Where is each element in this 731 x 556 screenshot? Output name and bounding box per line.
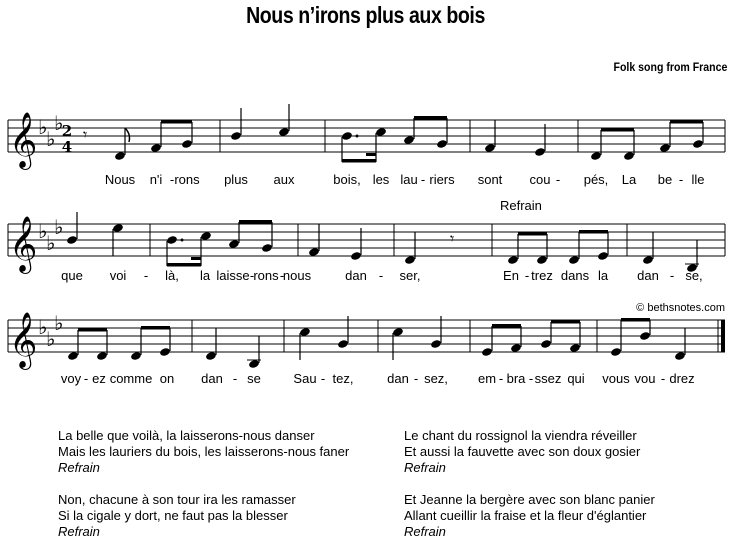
lyric-syllable: se, [685, 268, 703, 283]
time-signature [62, 122, 72, 156]
lyric-hyphen: - [669, 268, 675, 283]
verse-refrain-label: Refrain [404, 524, 446, 539]
svg-text:♭: ♭ [54, 111, 64, 135]
lyric-syllable: dan [201, 371, 223, 386]
verse-line: Mais les lauriers du bois, les laisserons-nous faner [58, 444, 350, 459]
lyric-hyphen: - [232, 371, 238, 386]
lyric-syllable: dans [560, 268, 590, 283]
lyric-syllable: em [477, 371, 497, 386]
lyric-syllable: rons [253, 268, 279, 283]
lyric-syllable: riers [429, 172, 455, 187]
verse-line: Le chant du rossignol la viendra réveiller [404, 428, 637, 443]
staff-system-2 [8, 212, 725, 274]
lyric-syllable: vous [602, 371, 630, 386]
treble-clef: 𝄞 [9, 112, 38, 168]
lyric-hyphen: - [320, 371, 326, 386]
verse-block [404, 428, 655, 476]
lyric-syllable: vou [634, 371, 656, 386]
verse-refrain-label: Refrain [58, 524, 100, 539]
lyric-syllable: tez, [332, 371, 354, 386]
lyric-hyphen: - [169, 172, 175, 187]
lyric-hyphen: - [678, 172, 684, 187]
lyric-hyphen: - [498, 371, 504, 386]
lyric-hyphen: - [660, 371, 666, 386]
lyric-hyphen: - [528, 371, 534, 386]
refrain-marker: Refrain [500, 198, 542, 213]
verse-line: Si la cigale y dort, ne faut pas la blesser [58, 508, 288, 523]
lyric-syllable: la [597, 268, 609, 283]
lyric-syllable: rons [174, 172, 200, 187]
lyric-syllable: lau [400, 172, 418, 187]
lyric-hyphen: - [249, 268, 255, 283]
lyric-syllable: les [372, 172, 390, 187]
lyric-syllable: se [247, 371, 261, 386]
lyric-syllable: ez [92, 371, 106, 386]
verse-block [58, 492, 349, 540]
lyric-syllable: dan [345, 268, 367, 283]
lyric-hyphen: - [524, 268, 530, 283]
song-title: Nous n’irons plus aux bois [246, 2, 485, 28]
staff-system-3 [8, 311, 725, 370]
verse-block [404, 492, 655, 540]
svg-text:𝄞: 𝄞 [9, 216, 38, 272]
lyric-syllable: que [61, 268, 83, 283]
lyric-syllable: laisse [216, 268, 250, 283]
lyric-syllable: bois, [333, 172, 361, 187]
composer-credit: Folk song from France [613, 60, 727, 74]
lyric-syllable: dan [387, 371, 409, 386]
lyric-syllable: trez [531, 268, 553, 283]
lyric-syllable: En [503, 268, 519, 283]
verses-left-column [58, 428, 349, 556]
lyric-syllable: sez, [424, 371, 448, 386]
lyric-hyphen: - [555, 172, 561, 187]
svg-text:♭: ♭ [38, 315, 48, 339]
lyric-syllable: qui [567, 371, 585, 386]
lyric-hyphen: - [143, 268, 149, 283]
copyright-notice: © bethsnotes.com [636, 302, 725, 314]
lyric-syllable: n'i [149, 172, 163, 187]
lyric-syllable: plus [224, 172, 248, 187]
lyric-syllable: La [621, 172, 637, 187]
lyric-syllable: pés, [583, 172, 609, 187]
svg-text:𝄾: 𝄾 [450, 229, 455, 248]
lyric-hyphen: - [83, 371, 89, 386]
lyric-syllable: sont [477, 172, 503, 187]
verse-line: Non, chacune à son tour ira les ramasser [58, 492, 296, 507]
staff-system-1 [8, 104, 725, 170]
svg-text:𝄞: 𝄞 [9, 312, 38, 368]
verse-line: La belle que voilà, la laisserons-nous danser [58, 428, 315, 443]
lyric-hyphen: - [279, 268, 285, 283]
verse-block [58, 428, 349, 476]
lyric-syllable: Nous [104, 172, 136, 187]
lyric-syllable: voi [109, 268, 127, 283]
lyric-syllable: voy [60, 371, 82, 386]
svg-text:♭: ♭ [46, 127, 56, 151]
lyric-syllable: ssez [534, 371, 562, 386]
lyric-syllable: ser, [399, 268, 421, 283]
key-signature [38, 111, 63, 151]
final-barline [721, 320, 725, 352]
svg-text:♭: ♭ [46, 327, 56, 351]
verse-line: Et aussi la fauvette avec son doux gosier [404, 444, 641, 459]
time-sig-top: 2 [61, 122, 73, 140]
verse-line: Et Jeanne la bergère avec son blanc panier [404, 492, 655, 507]
lyric-hyphen: - [413, 371, 419, 386]
lyric-syllable: be [657, 172, 673, 187]
lyric-syllable: drez [669, 371, 695, 386]
eighth-rest: 𝄾 [83, 125, 88, 144]
lyric-syllable: lle [691, 172, 705, 187]
lyric-hyphen: - [420, 172, 426, 187]
svg-text:♭: ♭ [38, 219, 48, 243]
lyric-syllable: la [199, 268, 211, 283]
svg-text:♭: ♭ [46, 231, 56, 255]
lyric-syllable: cou [529, 172, 551, 187]
svg-text:♭: ♭ [54, 215, 64, 239]
verse-line: Allant cueillir la fraise et la fleur d'églantier [404, 508, 647, 523]
lyric-syllable: aux [273, 172, 295, 187]
lyric-syllable: comme [109, 371, 153, 386]
time-sig-bottom: 4 [61, 138, 73, 156]
verse-refrain-label: Refrain [404, 460, 446, 475]
verse-refrain-label: Refrain [58, 460, 100, 475]
lyric-syllable: là, [165, 268, 179, 283]
lyric-syllable: bra [506, 371, 526, 386]
lyric-hyphen: - [378, 268, 384, 283]
lyric-syllable: nous [282, 268, 312, 283]
lyric-syllable: dan [637, 268, 659, 283]
verses-right-column [404, 428, 655, 556]
lyric-syllable: on [159, 371, 175, 386]
svg-text:♭: ♭ [54, 311, 64, 335]
lyric-syllable: Sau [293, 371, 317, 386]
svg-text:♭: ♭ [38, 115, 48, 139]
